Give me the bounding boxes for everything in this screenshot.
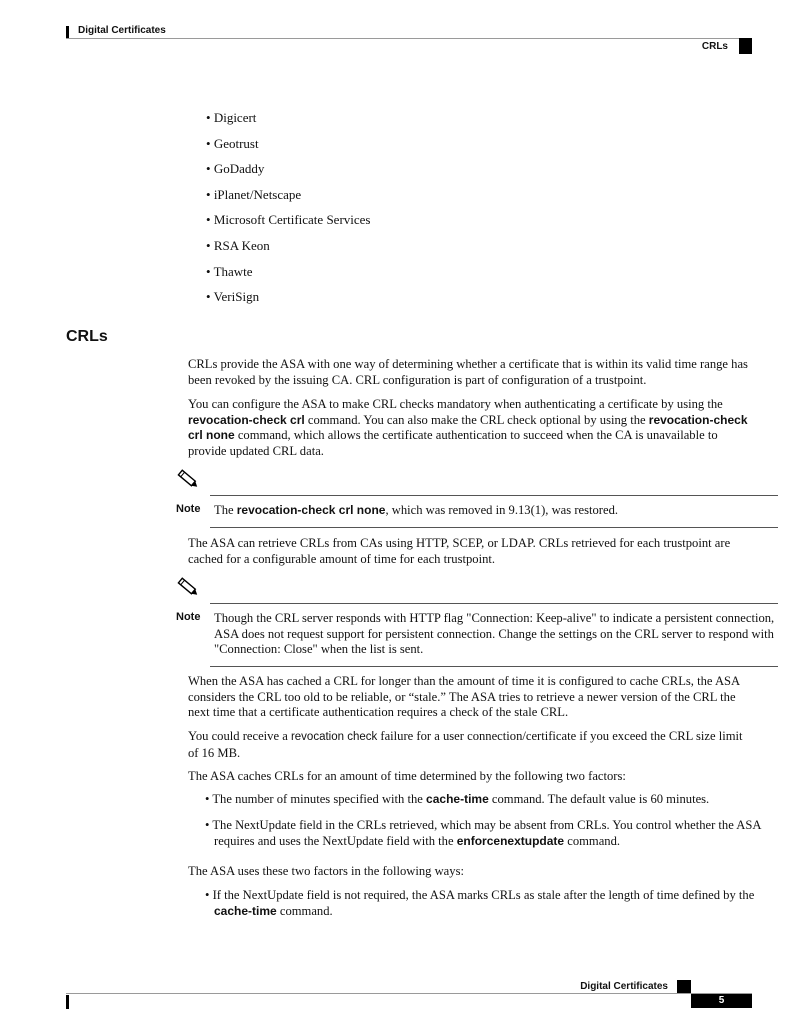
- list-item: • The number of minutes specified with the cache-time command. The default value is 60 minutes.: [205, 792, 710, 806]
- list-item: • RSA Keon: [206, 237, 270, 253]
- note-bottom-rule: [210, 666, 778, 667]
- command-text: revocation-check crl: [188, 412, 305, 427]
- list-item: • Geotrust: [206, 135, 259, 151]
- list-item: • Microsoft Certificate Services: [206, 212, 371, 228]
- command-text: revocation-check crl none: [236, 503, 386, 517]
- header-section: CRLs: [701, 41, 728, 52]
- footer-title: Digital Certificates: [580, 981, 668, 992]
- header-marker: [739, 38, 752, 54]
- note-top-rule: [210, 495, 778, 496]
- list-item: • If the NextUpdate field is not required, the ASA marks CRLs as stale after the length of time defined by the cache-time command.: [205, 888, 755, 918]
- note-bottom-rule: [210, 527, 778, 528]
- note-label: Note: [176, 611, 201, 623]
- pencil-icon: [176, 576, 200, 598]
- header-bar: [66, 26, 69, 38]
- header-title: Digital Certificates: [78, 25, 166, 36]
- note-text: Though the CRL server responds with HTTP flag "Connection: Keep-alive" to indicate a persistent connection, ASA does not request support for persistent connection. Change the settings on the CRL server to respond with "Connection: Close" when the list is sent.: [214, 611, 775, 657]
- footer-marker: [677, 980, 691, 994]
- list-item: • The NextUpdate field in the CRLs retrieved, which may be absent from CRLs. You control whether the ASA requires and uses the NextUpdate field with the enforcenextupdate command.: [205, 818, 761, 848]
- list-item: • iPlanet/Netscape: [206, 186, 302, 202]
- command-text: enforcenextupdate: [456, 833, 565, 848]
- command-text: cache-time: [426, 792, 489, 806]
- note-text: The revocation-check crl none, which was removed in 9.13(1), was restored.: [214, 503, 619, 517]
- list-item: • GoDaddy: [206, 161, 265, 177]
- list-item: • Thawte: [206, 263, 253, 279]
- code-text: revocation check: [290, 731, 378, 743]
- page-number: 5: [691, 994, 752, 1008]
- paragraph-revocation-check: You can configure the ASA to make CRL checks mandatory when authenticating a certificate by using the revocation-check crl command. You can also make the CRL check optional by using the revocation-check crl none command, which allows the certificate authentication to succeed when the CA is unavailable to provide updated CRL data.: [188, 397, 748, 458]
- ca-list: [206, 110, 370, 315]
- command-text: cache-time: [214, 903, 277, 918]
- paragraph-cache-factors: The ASA caches CRLs for an amount of time determined by the following two factors:: [188, 769, 626, 783]
- footer-bar: [66, 995, 69, 1009]
- note-top-rule: [210, 603, 778, 604]
- paragraph-factor-usage: The ASA uses these two factors in the following ways:: [188, 864, 464, 878]
- command-text: revocation-check crl none: [188, 412, 748, 443]
- list-item: • Digicert: [206, 110, 257, 125]
- pencil-icon: [176, 468, 200, 490]
- paragraph-size-limit: You could receive a revocation check failure for a user connection/certificate if you exceed the CRL size limit of 16 MB.: [188, 729, 743, 760]
- section-title: CRLs: [66, 328, 108, 345]
- header-rule: [66, 38, 752, 39]
- footer-rule: [66, 993, 752, 994]
- list-item: • VeriSign: [206, 289, 260, 305]
- paragraph-stale-crl: When the ASA has cached a CRL for longer than the amount of time it is configured to cache CRLs, the ASA considers the CRL too old to be reliable, or “stale.” The ASA tries to retrieve a newer version of the CRL the next time that a certificate authentication requires a check of the stale CRL.: [188, 674, 740, 720]
- paragraph-crl-retrieval: The ASA can retrieve CRLs from CAs using HTTP, SCEP, or LDAP. CRLs retrieved for each trustpoint are cached for a configurable amount of time for each trustpoint.: [188, 536, 731, 566]
- paragraph-crl-intro: CRLs provide the ASA with one way of determining whether a certificate that is within its valid time range has been revoked by the issuing CA. CRL configuration is part of configuration of a trustpoint.: [188, 357, 748, 387]
- note-label: Note: [176, 503, 201, 515]
